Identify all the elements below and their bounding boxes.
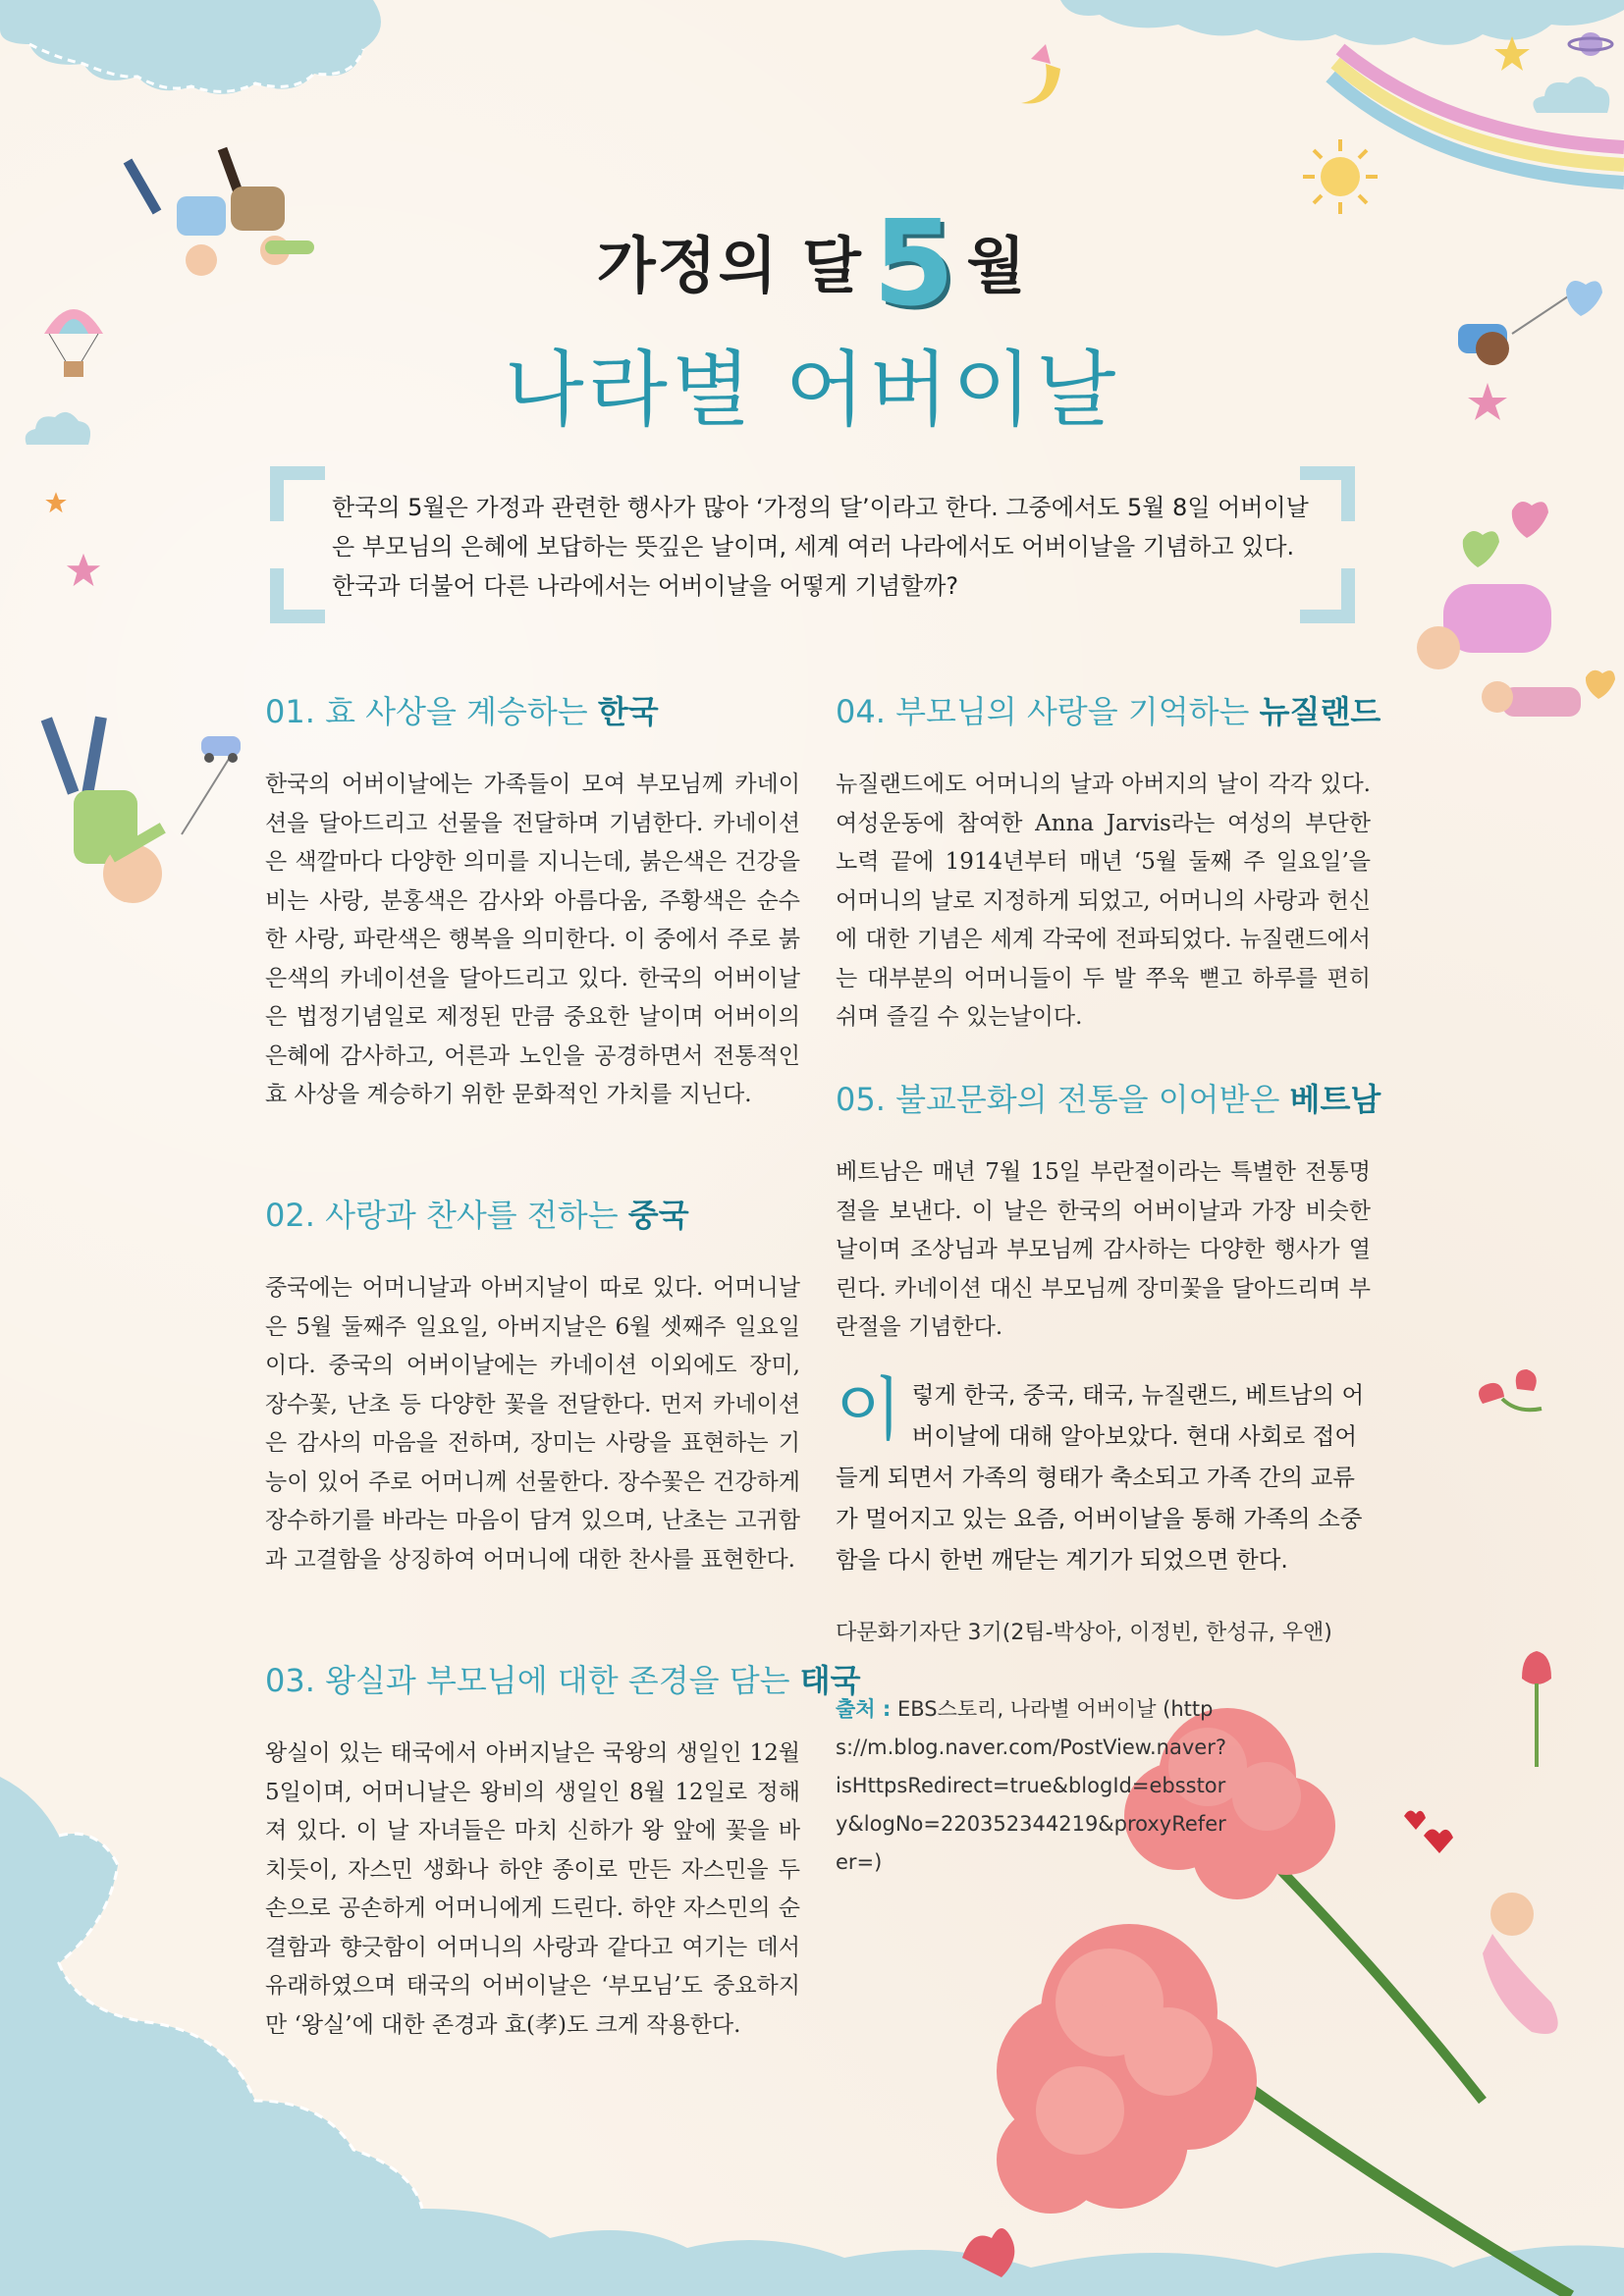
section-heading-text: 05. 불교문화의 전통을 이어받은 xyxy=(836,1081,1280,1118)
page-kicker-title xyxy=(0,196,1624,333)
cloud-top-left-decoration xyxy=(0,0,412,118)
flying-girls-with-balloons-illustration xyxy=(1404,491,1624,746)
title-prefix: 가정의 달 xyxy=(596,230,863,301)
star-icon xyxy=(1492,34,1532,74)
reporter-credit: 다문화기자단 3기(2팀-박상아, 이정빈, 한성규, 우앤) xyxy=(836,1621,1332,1645)
closing-dropcap: 이 xyxy=(836,1369,902,1450)
flying-boy-with-car-balloon-illustration xyxy=(34,717,241,933)
section-heading-new-zealand xyxy=(836,687,1380,732)
section-heading-vietnam xyxy=(836,1075,1380,1120)
moon-icon xyxy=(1001,39,1080,118)
bracket-bottom-left xyxy=(270,568,325,623)
intro-box xyxy=(270,466,1355,623)
source-label: 출처 : xyxy=(836,1697,892,1721)
carnation-small-right-illustration xyxy=(1463,1360,1551,1438)
section-body-china: 중국에는 어머니날과 아버지날이 따로 있다. 어머니날은 5월 둘째주 일요일, 아버지날은 6월 셋째주 일요일이다. 중국의 어버이날에는 카네이션 이외에도 장미, 장수꽃, 난초 등 다양한 꽃을 전달한다. 먼저 카네이션은 감사의 마음을 전하며, 장미는 사랑을 표현하는 기능이 있어 주로 어머니께 선물한다. 장수꽃은 건강하게 장수하기를 바라는 마음이 담겨 있으며, 난초는 고귀함과 고결함을 상징하여 어머니에 대한 찬사를 표현한다. xyxy=(265,1275,800,1573)
title-suffix: 월 xyxy=(966,230,1028,301)
section-heading-country: 한국 xyxy=(597,693,659,730)
section-heading-country: 베트남 xyxy=(1289,1081,1381,1118)
closing-paragraph xyxy=(836,1369,1366,1580)
intro-text: 한국의 5월은 가정과 관련한 행사가 많아 ‘가정의 달’이라고 한다. 그중에서도 5월 8일 어버이날은 부모님의 은혜에 보답하는 뜻깊은 날이며, 세계 여러 나라에서도 어버이날을 기념하고 있다. 한국과 더불어 다른 나라에서는 어버이날을 어떻게 기념할까? xyxy=(332,494,1309,600)
section-heading-text: 03. 왕실과 부모님에 대한 존경을 담는 xyxy=(265,1662,790,1699)
section-body-korea: 한국의 어버이날에는 가족들이 모여 부모님께 카네이션을 달아드리고 선물을 전달하며 기념한다. 카네이션은 색깔마다 다양한 의미를 지니는데, 붉은색은 건강을 비는 사랑, 분홍색은 감사와 아름다움, 주황색은 순수한 사랑, 파란색은 행복을 의미한다. 이 중에서 주로 붉은색의 카네이션을 달아드리고 있다. 한국의 어버이날은 법정기념일로 제정된 만큼 중요한 날이며 어버이의 은혜에 감사하고, 어른과 노인을 공경하면서 전통적인 효 사상을 계승하기 위한 문화적인 가치를 지닌다. xyxy=(265,772,800,1107)
section-body-new-zealand: 뉴질랜드에도 어머니의 날과 아버지의 날이 각각 있다. 여성운동에 참여한 Anna Jarvis라는 여성의 부단한 노력 끝에 1914년부터 매년 ‘5월 둘째 주 일요일’을 어머니의 날로 지정하게 되었고, 어머니의 사랑과 헌신에 대한 기념은 세계 각국에 전파되었다. 뉴질랜드에서는 대부분의 어머니들이 두 발 쭈욱 뻗고 하루를 편히 쉬며 즐길 수 있는날이다. xyxy=(836,772,1371,1030)
section-heading-country: 뉴질랜드 xyxy=(1259,693,1381,730)
source-citation xyxy=(836,1690,1228,1882)
section-body-vietnam: 베트남은 매년 7월 15일 부란절이라는 특별한 전통명절을 보낸다. 이 날은 한국의 어버이날과 가장 비슷한 날이며 조상님과 부모님께 감사하는 다양한 행사가 열린다. 카네이션 대신 부모님께 장미꽃을 달아드리며 부란절을 기념한다. xyxy=(836,1159,1371,1340)
section-heading-country: 중국 xyxy=(627,1197,689,1234)
star-small-icon xyxy=(44,491,68,514)
section-heading-country: 태국 xyxy=(799,1662,861,1699)
star-pink-icon xyxy=(65,552,102,589)
closing-text: 렇게 한국, 중국, 태국, 뉴질랜드, 베트남의 어버이날에 대해 알아보았다. 현대 사회로 접어들게 되면서 가족의 형태가 축소되고 가족 간의 교류가 멀어지고 있는 요즘, 어버이날을 통해 가족의 소중함을 다시 한번 깨닫는 계기가 되었으면 한다. xyxy=(836,1381,1365,1574)
source-text: EBS스토리, 나라별 어버이날 (https://m.blog.naver.com/PostView.naver?isHttpsRedirect=true&blogId=ebsstory&logNo=220352344219&proxyReferer=) xyxy=(836,1697,1226,1874)
bracket-top-left xyxy=(270,466,325,521)
section-heading-thailand xyxy=(265,1656,861,1701)
section-heading-text: 01. 효 사상을 계승하는 xyxy=(265,693,588,730)
title-number-five: 5 xyxy=(872,196,957,333)
page-title: 나라별 어버이날 xyxy=(504,342,1120,438)
small-cloud-icon xyxy=(1527,69,1615,118)
planet-icon xyxy=(1566,25,1615,64)
section-heading-china xyxy=(265,1191,689,1236)
section-body-thailand: 왕실이 있는 태국에서 아버지날은 국왕의 생일인 12월 5일이며, 어머니날은 왕비의 생일인 8월 12일로 정해져 있다. 이 날 자녀들은 마치 신하가 왕 앞에 꽃을 바치듯이, 자스민 생화나 하얀 종이로 만든 자스민을 두 손으로 공손하게 어머니에게 드린다. 하얀 자스민의 순결함과 향긋함이 어머니의 사랑과 같다고 여기는 데서 유래하였으며 태국의 어버이날은 ‘부모님’도 중요하지만 ‘왕실’에 대한 존경과 효(孝)도 크게 작용한다. xyxy=(265,1740,800,2038)
section-heading-text: 04. 부모님의 사랑을 기억하는 xyxy=(836,693,1250,730)
section-heading-text: 02. 사랑과 찬사를 전하는 xyxy=(265,1197,619,1234)
section-heading-korea xyxy=(265,687,659,732)
